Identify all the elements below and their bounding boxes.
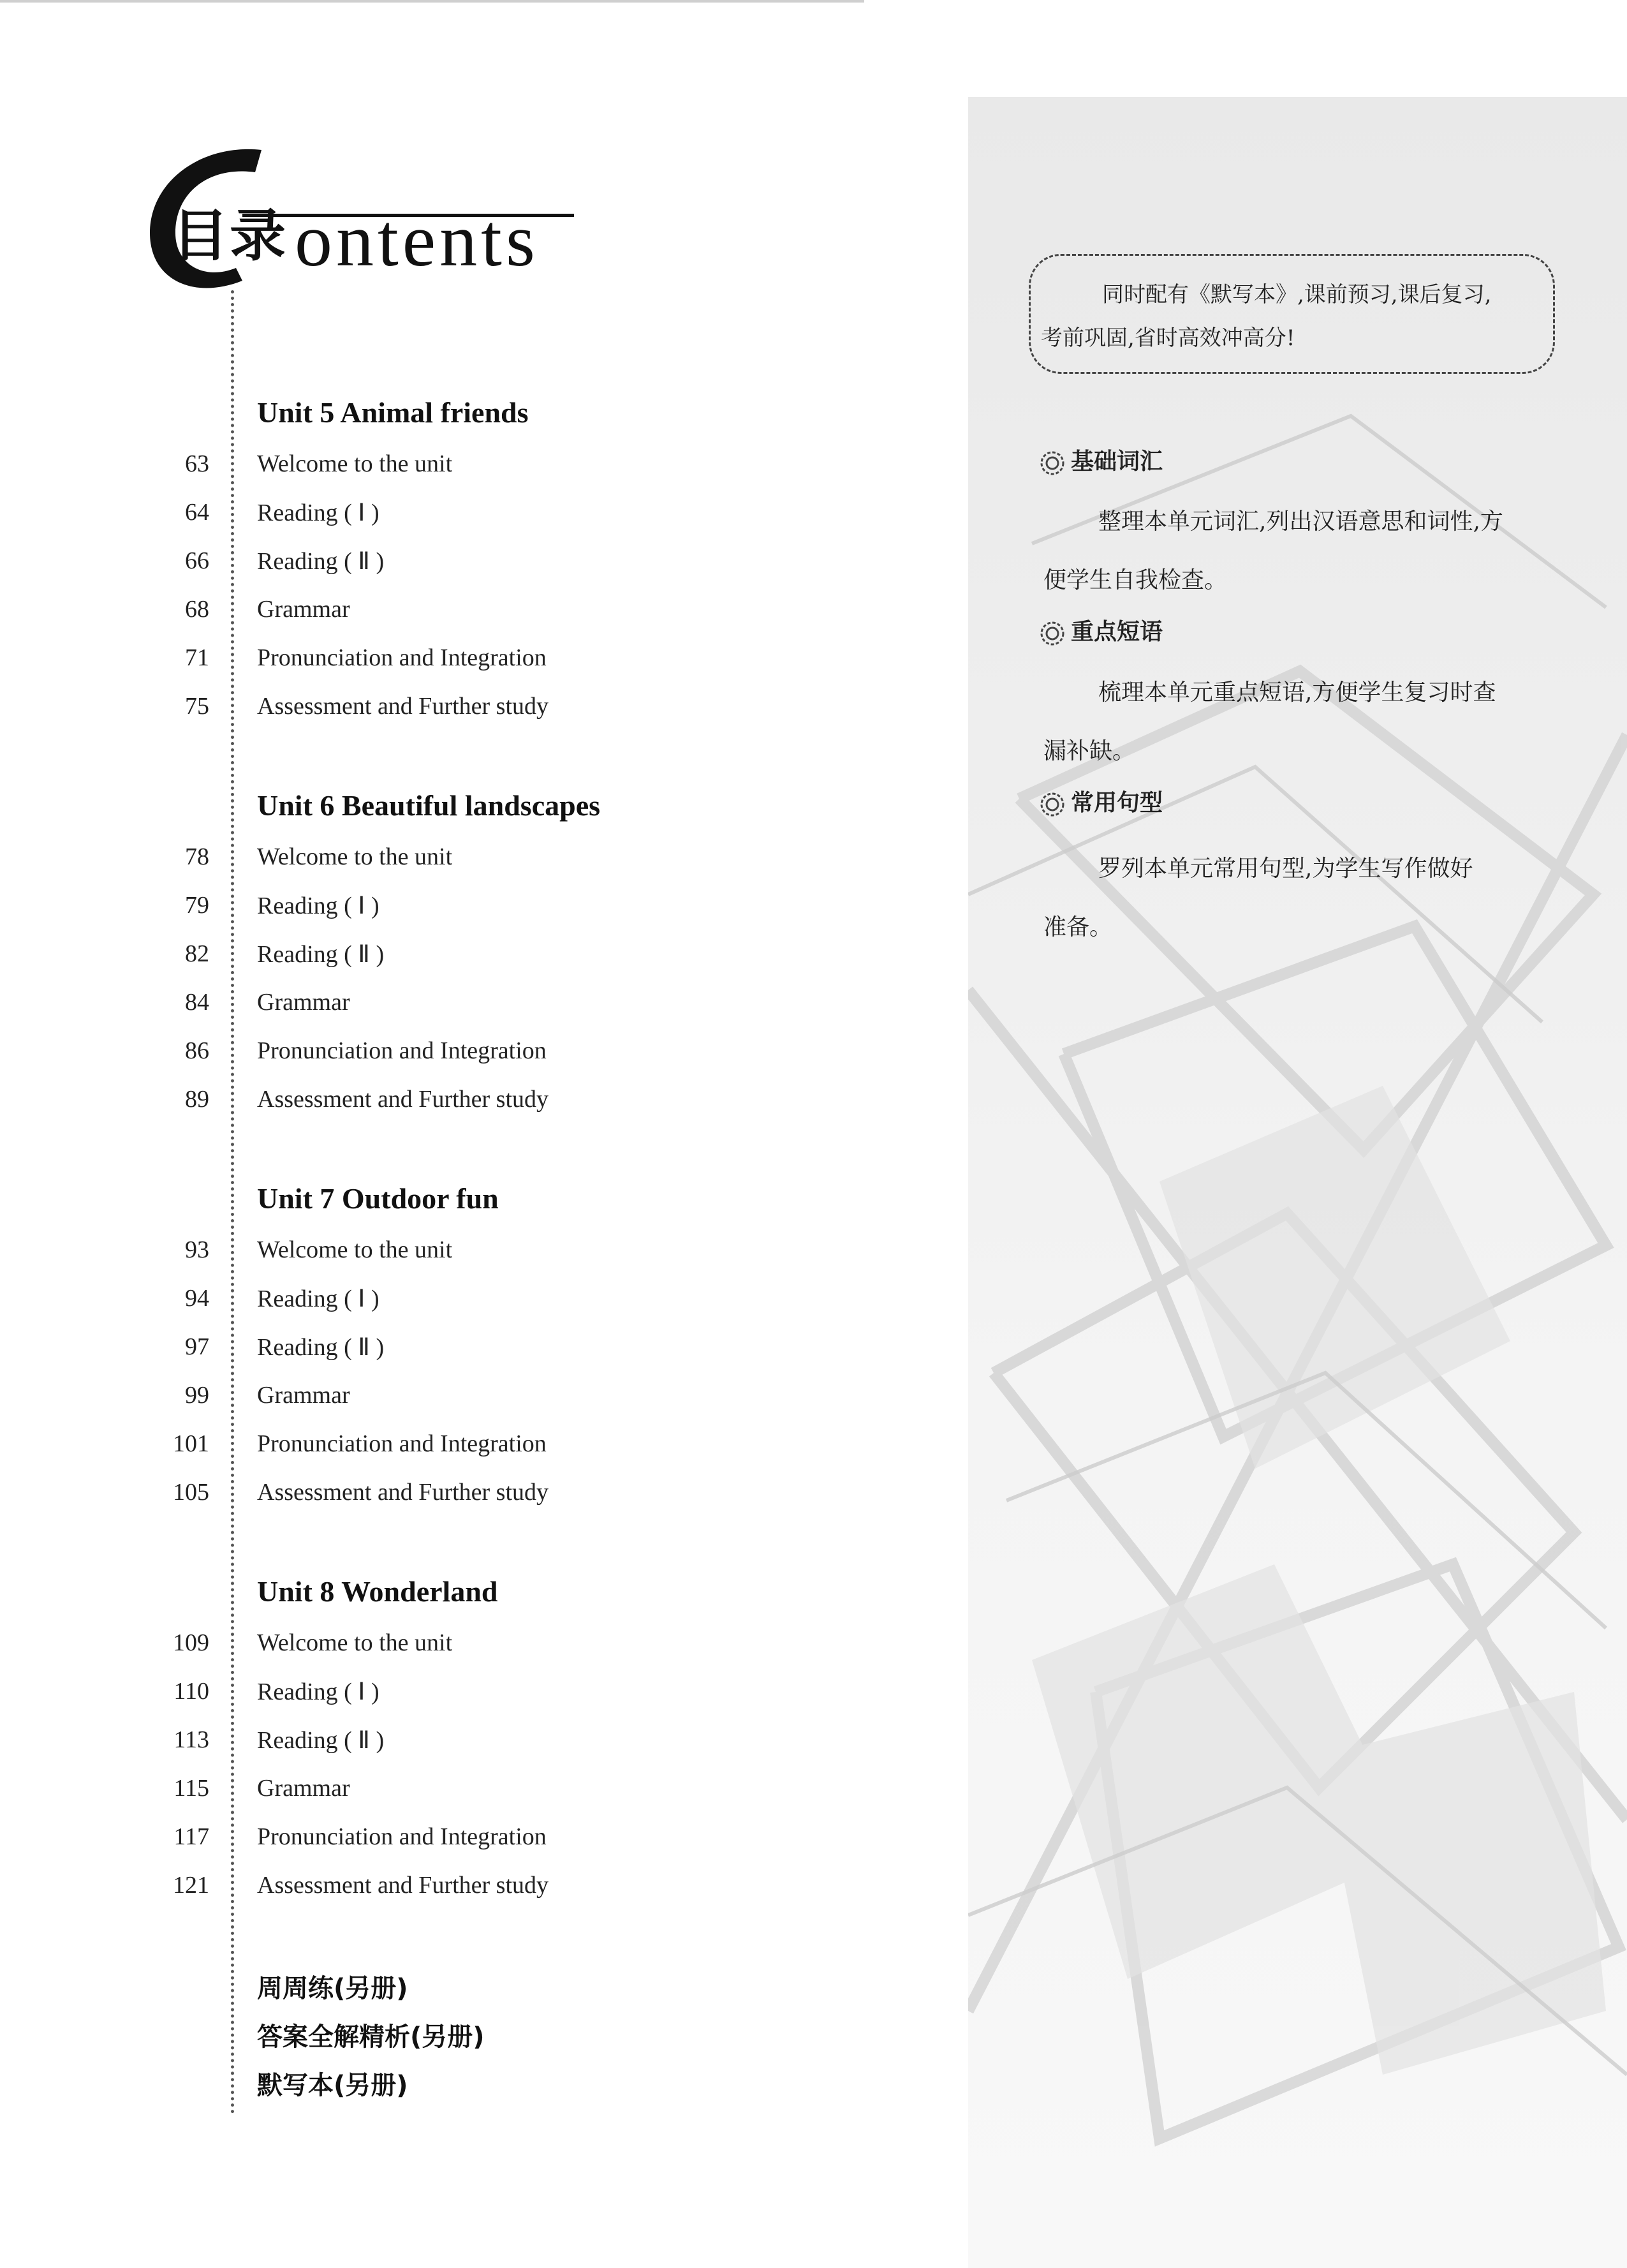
- entry-name: Pronunciation and Integration: [257, 1430, 547, 1457]
- page-number: 86: [185, 1037, 209, 1064]
- toc-entry[interactable]: [0, 1333, 638, 1371]
- section-body-vocabulary: 整理本单元词汇,列出汉语意思和词性,方 便学生自我检查。: [1043, 508, 1503, 593]
- page-number: 82: [185, 940, 209, 967]
- toc-entry[interactable]: [0, 498, 638, 537]
- entry-name: Assessment and Further study: [257, 1086, 549, 1113]
- section-body-sentences: 罗列本单元常用句型,为学生写作做好 准备。: [1043, 856, 1473, 940]
- page-number: 68: [185, 596, 209, 623]
- page-number: 117: [173, 1823, 209, 1850]
- entry-name: Grammar: [257, 1775, 350, 1802]
- entry-name: Grammar: [257, 989, 350, 1016]
- section-heading-phrases: 重点短语: [1036, 614, 1163, 649]
- page-number: 110: [173, 1678, 209, 1705]
- entry-name: Reading ( Ⅱ ): [257, 548, 385, 575]
- page-number: 105: [173, 1479, 209, 1506]
- section-heading-vocabulary: 基础词汇: [1036, 443, 1163, 479]
- toc-entry[interactable]: [0, 1381, 638, 1419]
- toc-entry[interactable]: [0, 1823, 638, 1861]
- entry-name: Reading ( Ⅰ ): [257, 1286, 379, 1312]
- unit-title: Unit 5 Animal friends: [257, 396, 529, 429]
- toc-entry[interactable]: [0, 1236, 638, 1274]
- extra-booklet-link[interactable]: 答案全解精析(另册): [257, 2022, 485, 2052]
- unit-title: Unit 6 Beautiful landscapes: [257, 789, 601, 822]
- page-number: 93: [185, 1236, 209, 1263]
- title-chinese: 目录: [172, 203, 288, 269]
- toc-entry[interactable]: [0, 692, 638, 730]
- extra-booklet-link[interactable]: 周周练(另册): [257, 1974, 408, 2003]
- entry-name: Welcome to the unit: [257, 1236, 453, 1263]
- page-number: 99: [185, 1382, 209, 1409]
- title-english: ontents: [295, 198, 539, 282]
- geometric-background-art: [968, 97, 1627, 2268]
- entry-name: Assessment and Further study: [257, 1479, 549, 1506]
- extra-booklet-link[interactable]: 默写本(另册): [257, 2071, 408, 2100]
- page-number: 71: [185, 644, 209, 671]
- toc-entry[interactable]: [0, 891, 638, 930]
- page-number: 113: [173, 1726, 209, 1753]
- entry-name: Pronunciation and Integration: [257, 644, 547, 671]
- page-number: 97: [185, 1333, 209, 1360]
- entry-name: Welcome to the unit: [257, 450, 453, 477]
- entry-name: Welcome to the unit: [257, 843, 453, 870]
- note-callout-text: [1041, 273, 1551, 360]
- page-number: 64: [185, 499, 209, 526]
- page-number: 121: [173, 1872, 209, 1899]
- toc-entry[interactable]: [0, 1726, 638, 1764]
- section-heading-sentences: 常用句型: [1036, 785, 1163, 820]
- entry-name: Grammar: [257, 1382, 350, 1409]
- toc-entry[interactable]: [0, 1085, 638, 1123]
- gear-icon: [1036, 447, 1068, 479]
- toc-entry[interactable]: [0, 1677, 638, 1716]
- toc-entry[interactable]: [0, 1478, 638, 1516]
- page-number: 84: [185, 989, 209, 1016]
- entry-name: Welcome to the unit: [257, 1629, 453, 1656]
- top-rule: [0, 0, 864, 3]
- page-number: 89: [185, 1086, 209, 1113]
- entry-name: Reading ( Ⅱ ): [257, 1334, 385, 1361]
- toc-entry[interactable]: [0, 595, 638, 634]
- note-line-2: 考前巩固,省时高效冲高分!: [1041, 325, 1295, 351]
- entry-name: Reading ( Ⅰ ): [257, 500, 379, 526]
- page-number: 66: [185, 547, 209, 574]
- entry-name: Reading ( Ⅱ ): [257, 1727, 385, 1754]
- toc-entry[interactable]: [0, 1629, 638, 1667]
- toc-entry[interactable]: [0, 644, 638, 682]
- entry-name: Reading ( Ⅰ ): [257, 893, 379, 919]
- page-number: 63: [185, 450, 209, 477]
- entry-name: Reading ( Ⅰ ): [257, 1679, 379, 1705]
- decorative-side-panel: [968, 97, 1627, 2268]
- entry-name: Assessment and Further study: [257, 693, 549, 720]
- toc-entry[interactable]: [0, 1037, 638, 1075]
- gear-icon: [1036, 618, 1068, 649]
- entry-name: Reading ( Ⅱ ): [257, 941, 385, 968]
- page-number: 109: [173, 1629, 209, 1656]
- page-number: 94: [185, 1285, 209, 1312]
- page-number: 79: [185, 892, 209, 919]
- toc-entry[interactable]: [0, 1430, 638, 1468]
- toc-entry[interactable]: [0, 1774, 638, 1812]
- unit-title: Unit 7 Outdoor fun: [257, 1182, 499, 1215]
- entry-name: Pronunciation and Integration: [257, 1037, 547, 1064]
- toc-entry[interactable]: [0, 988, 638, 1027]
- unit-title: Unit 8 Wonderland: [257, 1575, 498, 1608]
- page-number: 101: [173, 1430, 209, 1457]
- page-number: 115: [173, 1775, 209, 1802]
- entry-name: Assessment and Further study: [257, 1872, 549, 1899]
- toc-entry[interactable]: [0, 940, 638, 978]
- page-number: 78: [185, 843, 209, 870]
- toc-entry[interactable]: [0, 547, 638, 585]
- section-body-phrases: 梳理本单元重点短语,方便学生复习时查 漏补缺。: [1043, 679, 1496, 764]
- toc-entry[interactable]: [0, 450, 638, 488]
- toc-entry[interactable]: [0, 1284, 638, 1323]
- toc-entry[interactable]: [0, 1871, 638, 1909]
- note-line-1: 同时配有《默写本》,课前预习,课后复习,: [1102, 282, 1492, 308]
- entry-name: Grammar: [257, 596, 350, 623]
- page-number: 75: [185, 693, 209, 720]
- toc-entry[interactable]: [0, 843, 638, 881]
- gear-icon: [1036, 789, 1068, 820]
- entry-name: Pronunciation and Integration: [257, 1823, 547, 1850]
